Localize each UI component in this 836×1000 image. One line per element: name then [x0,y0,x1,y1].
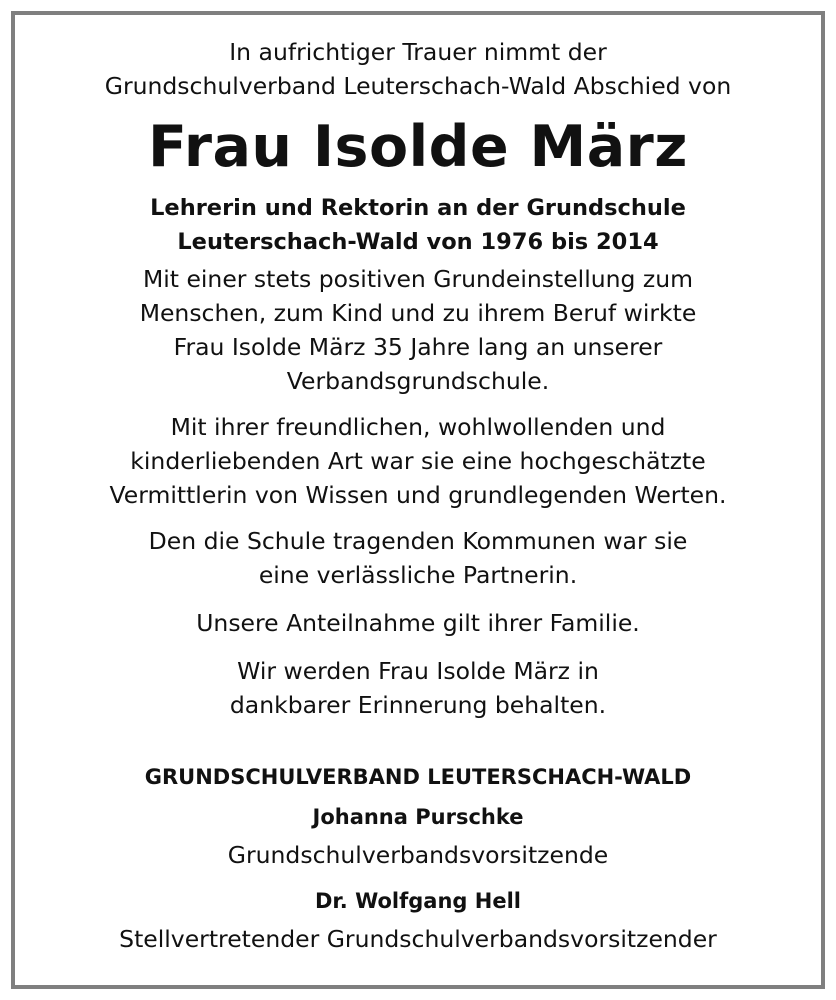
paragraph-line: Mit einer stets positiven Grundeinstellung zum [142,265,694,293]
signatory-name: Johanna Purschke [312,805,524,829]
paragraph-line: eine verlässliche Partnerin. [258,561,578,589]
intro-line: In aufrichtiger Trauer nimmt der [229,38,607,66]
signatory-title: Grundschulverbandsvorsitzende [227,841,609,869]
obituary-notice [15,15,821,956]
intro-line: Grundschulverband Leuterschach-Wald Abschied von [104,72,732,100]
paragraph-line: kinderliebenden Art war sie eine hochgeschätzte [130,447,706,475]
paragraph-line: dankbarer Erinnerung behalten. [229,691,607,719]
deceased-role [15,191,821,259]
deceased-name: Frau Isolde März [148,114,688,180]
paragraph-line: Menschen, zum Kind und zu ihrem Beruf wirkte [139,299,697,327]
paragraph-line: Unsere Anteilnahme gilt ihrer Familie. [196,609,640,637]
role-line: Lehrerin und Rektorin an der Grundschule [150,195,686,221]
organization-name: GRUNDSCHULVERBAND LEUTERSCHACH-WALD [144,765,692,789]
paragraph-line: Den die Schule tragenden Kommunen war sie [148,527,688,555]
paragraph-line: Vermittlerin von Wissen und grundlegenden Werten. [109,481,727,509]
signatory-title: Stellvertretender Grundschulverbandsvorsitzender [119,925,717,953]
paragraph-line: Mit ihrer freundlichen, wohlwollenden und [170,413,666,441]
signatory-name: Dr. Wolfgang Hell [315,889,521,913]
paragraph-line: Wir werden Frau Isolde März in [237,657,599,685]
tribute-paragraph [15,410,821,512]
remembrance-paragraph [15,654,821,722]
condolence-paragraph [15,606,821,640]
intro-text [15,35,821,103]
paragraph-line: Verbandsgrundschule. [286,367,550,395]
role-line: Leuterschach-Wald von 1976 bis 2014 [177,229,659,255]
paragraph-line: Frau Isolde März 35 Jahre lang an unserer [173,333,663,361]
tribute-paragraph [15,262,821,398]
tribute-paragraph [15,524,821,592]
